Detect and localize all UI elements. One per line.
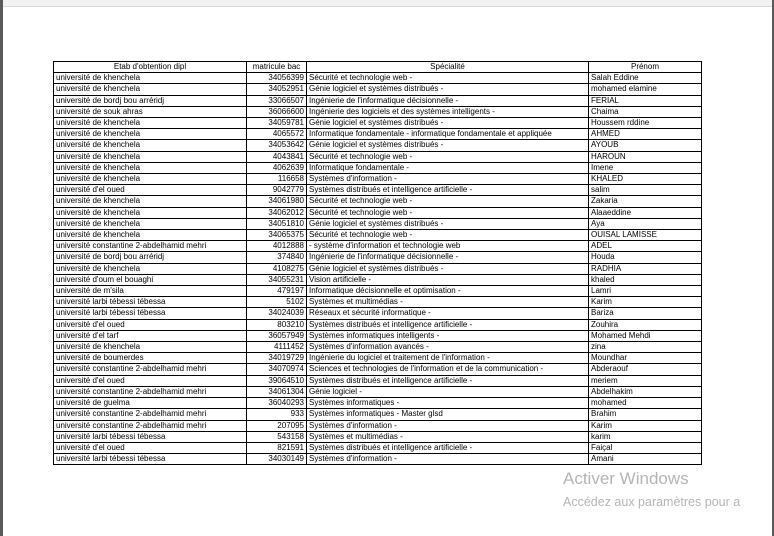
table-row bbox=[54, 106, 702, 117]
cell-etab: université d'el oued bbox=[54, 375, 247, 386]
cell-etab: université d'el tarf bbox=[54, 330, 247, 341]
cell-matricule: 34024039 bbox=[247, 308, 307, 319]
cell-prenom: Moundhar bbox=[589, 353, 702, 364]
cell-etab: université de khenchela bbox=[54, 263, 247, 274]
cell-matricule: 933 bbox=[247, 409, 307, 420]
cell-specialite: Sécurité et technologie web - bbox=[307, 230, 589, 241]
cell-etab: université constantine 2-abdelhamid mehri bbox=[54, 409, 247, 420]
cell-specialite: Informatique fondamentale - bbox=[307, 162, 589, 173]
cell-etab: université de khenchela bbox=[54, 129, 247, 140]
cell-etab: université de khenchela bbox=[54, 162, 247, 173]
cell-matricule: 34051810 bbox=[247, 218, 307, 229]
cell-etab: université constantine 2-abdelhamid mehri bbox=[54, 386, 247, 397]
cell-etab: université constantine 2-abdelhamid mehri bbox=[54, 241, 247, 252]
cell-prenom: RADHIA bbox=[589, 263, 702, 274]
cell-etab: université larbi tébessi tébessa bbox=[54, 431, 247, 442]
table-row bbox=[54, 218, 702, 229]
cell-matricule: 4108275 bbox=[247, 263, 307, 274]
cell-specialite: Génie logiciel et systèmes distribués - bbox=[307, 263, 589, 274]
cell-matricule: 9042779 bbox=[247, 185, 307, 196]
cell-specialite: Systèmes d'information - bbox=[307, 420, 589, 431]
cell-prenom: Abderaouf bbox=[589, 364, 702, 375]
cell-prenom: FERIAL bbox=[589, 95, 702, 106]
cell-matricule: 5102 bbox=[247, 297, 307, 308]
cell-matricule: 34059781 bbox=[247, 118, 307, 129]
cell-prenom: Karim bbox=[589, 420, 702, 431]
table-row bbox=[54, 353, 702, 364]
cell-specialite: Sécurité et technologie web - bbox=[307, 151, 589, 162]
cell-prenom: ADEL bbox=[589, 241, 702, 252]
cell-prenom: mohamed bbox=[589, 398, 702, 409]
cell-matricule: 36040293 bbox=[247, 398, 307, 409]
cell-matricule: 4065572 bbox=[247, 129, 307, 140]
cell-prenom: Amani bbox=[589, 454, 702, 465]
table-row bbox=[54, 286, 702, 297]
cell-matricule: 821591 bbox=[247, 442, 307, 453]
table-row bbox=[54, 151, 702, 162]
cell-prenom: Karim bbox=[589, 297, 702, 308]
cell-matricule: 543158 bbox=[247, 431, 307, 442]
cell-prenom: Imene bbox=[589, 162, 702, 173]
cell-specialite: Réseaux et sécurité informatique - bbox=[307, 308, 589, 319]
cell-specialite: Vision artificielle - bbox=[307, 274, 589, 285]
cell-matricule: 803210 bbox=[247, 319, 307, 330]
cell-matricule: 34065375 bbox=[247, 230, 307, 241]
cell-specialite: Génie logiciel et systèmes distribués - bbox=[307, 218, 589, 229]
cell-specialite: Systèmes d'information - bbox=[307, 454, 589, 465]
column-header-specialite: Spécialité bbox=[307, 62, 589, 73]
cell-specialite: Génie logiciel et systèmes distribués - bbox=[307, 84, 589, 95]
cell-prenom: mohamed elamine bbox=[589, 84, 702, 95]
table-row bbox=[54, 308, 702, 319]
cell-specialite: Sciences et technologies de l'information et de la communication - bbox=[307, 364, 589, 375]
window-top-edge bbox=[0, 0, 774, 7]
table-row bbox=[54, 442, 702, 453]
cell-specialite: Informatique fondamentale - informatique fondamentale et appliquée bbox=[307, 129, 589, 140]
cell-etab: université de khenchela bbox=[54, 118, 247, 129]
cell-specialite: Systèmes et multimédias - bbox=[307, 297, 589, 308]
cell-specialite: Sécurité et technologie web - bbox=[307, 207, 589, 218]
cell-etab: université de khenchela bbox=[54, 151, 247, 162]
cell-matricule: 34019729 bbox=[247, 353, 307, 364]
table-row bbox=[54, 185, 702, 196]
cell-etab: université de m'sila bbox=[54, 286, 247, 297]
cell-prenom: Abdelhakim bbox=[589, 386, 702, 397]
column-header-matricule: matricule bac bbox=[247, 62, 307, 73]
cell-etab: université d'el oued bbox=[54, 442, 247, 453]
table-row bbox=[54, 174, 702, 185]
cell-prenom: salim bbox=[589, 185, 702, 196]
cell-prenom: karim bbox=[589, 431, 702, 442]
cell-matricule: 34056399 bbox=[247, 73, 307, 84]
cell-etab: université d'oum el bouaghi bbox=[54, 274, 247, 285]
cell-specialite: Génie logiciel - bbox=[307, 386, 589, 397]
table-row bbox=[54, 375, 702, 386]
cell-etab: université de khenchela bbox=[54, 196, 247, 207]
column-header-prenom: Prénom bbox=[589, 62, 702, 73]
cell-matricule: 374840 bbox=[247, 252, 307, 263]
table-body bbox=[54, 73, 702, 465]
table-row bbox=[54, 342, 702, 353]
table-row bbox=[54, 297, 702, 308]
cell-etab: université larbi tébessi tébessa bbox=[54, 308, 247, 319]
cell-matricule: 34061980 bbox=[247, 196, 307, 207]
cell-prenom: Zakaria bbox=[589, 196, 702, 207]
cell-etab: université constantine 2-abdelhamid mehri bbox=[54, 364, 247, 375]
cell-specialite: Systèmes d'information avancés - bbox=[307, 342, 589, 353]
cell-prenom: zina bbox=[589, 342, 702, 353]
cell-etab: université constantine 2-abdelhamid mehri bbox=[54, 420, 247, 431]
cell-matricule: 39064510 bbox=[247, 375, 307, 386]
cell-matricule: 207095 bbox=[247, 420, 307, 431]
cell-etab: université de souk ahras bbox=[54, 106, 247, 117]
cell-matricule: 4012888 bbox=[247, 241, 307, 252]
cell-prenom: Brahim bbox=[589, 409, 702, 420]
table-row bbox=[54, 129, 702, 140]
cell-prenom: Houssem rddine bbox=[589, 118, 702, 129]
cell-etab: université de khenchela bbox=[54, 73, 247, 84]
student-table bbox=[53, 61, 702, 465]
table-row bbox=[54, 140, 702, 151]
table-row bbox=[54, 263, 702, 274]
cell-specialite: Ingénierie de l'informatique décisionnelle - bbox=[307, 95, 589, 106]
cell-prenom: Aya bbox=[589, 218, 702, 229]
cell-etab: université d'el oued bbox=[54, 185, 247, 196]
table-row bbox=[54, 118, 702, 129]
cell-matricule: 34052951 bbox=[247, 84, 307, 95]
table-row bbox=[54, 420, 702, 431]
column-header-etab: Etab d'obtention dipl bbox=[54, 62, 247, 73]
table-row bbox=[54, 319, 702, 330]
cell-matricule: 479197 bbox=[247, 286, 307, 297]
cell-matricule: 36057949 bbox=[247, 330, 307, 341]
cell-specialite: Systèmes d'information - bbox=[307, 174, 589, 185]
table-row bbox=[54, 230, 702, 241]
cell-etab: université de boumerdes bbox=[54, 353, 247, 364]
cell-prenom: meriem bbox=[589, 375, 702, 386]
cell-prenom: HAROUN bbox=[589, 151, 702, 162]
table-row bbox=[54, 95, 702, 106]
cell-matricule: 36066600 bbox=[247, 106, 307, 117]
cell-matricule: 34070974 bbox=[247, 364, 307, 375]
table-row bbox=[54, 241, 702, 252]
cell-specialite: Génie logiciel et systèmes distribués - bbox=[307, 118, 589, 129]
cell-specialite: Systèmes et multimédias - bbox=[307, 431, 589, 442]
cell-etab: université de khenchela bbox=[54, 84, 247, 95]
cell-etab: université larbi tébessi tébessa bbox=[54, 454, 247, 465]
cell-prenom: OUISAL LAMISSE bbox=[589, 230, 702, 241]
cell-matricule: 116658 bbox=[247, 174, 307, 185]
table-row bbox=[54, 330, 702, 341]
cell-matricule: 33066507 bbox=[247, 95, 307, 106]
cell-prenom: Salah Eddine bbox=[589, 73, 702, 84]
cell-prenom: Zouhira bbox=[589, 319, 702, 330]
cell-prenom: KHALED bbox=[589, 174, 702, 185]
cell-etab: université de khenchela bbox=[54, 140, 247, 151]
cell-specialite: Ingénierie de l'informatique décisionnelle - bbox=[307, 252, 589, 263]
cell-etab: université de khenchela bbox=[54, 218, 247, 229]
cell-specialite: Systèmes distribués et intelligence artificielle - bbox=[307, 442, 589, 453]
table-row bbox=[54, 409, 702, 420]
cell-etab: université d'el oued bbox=[54, 319, 247, 330]
cell-prenom: AYOUB bbox=[589, 140, 702, 151]
cell-specialite: Ingénierie du logiciel et traitement de l'information - bbox=[307, 353, 589, 364]
cell-specialite: Systèmes informatiques intelligents - bbox=[307, 330, 589, 341]
cell-etab: université de khenchela bbox=[54, 342, 247, 353]
cell-etab: université de khenchela bbox=[54, 174, 247, 185]
table-row bbox=[54, 431, 702, 442]
cell-specialite: Sécurité et technologie web - bbox=[307, 196, 589, 207]
cell-specialite: Ingénierie des logiciels et des systèmes intelligents - bbox=[307, 106, 589, 117]
cell-etab: université de guelma bbox=[54, 398, 247, 409]
cell-prenom: Mohamed Mehdi bbox=[589, 330, 702, 341]
cell-prenom: Bariza bbox=[589, 308, 702, 319]
cell-prenom: Lamri bbox=[589, 286, 702, 297]
activate-windows-subtitle: Accédez aux paramètres pour a bbox=[563, 495, 741, 509]
cell-etab: université de bordj bou arréridj bbox=[54, 95, 247, 106]
window-left-border bbox=[0, 0, 3, 536]
cell-matricule: 34061304 bbox=[247, 386, 307, 397]
cell-matricule: 34055231 bbox=[247, 274, 307, 285]
table-row bbox=[54, 274, 702, 285]
cell-specialite: Systèmes distribués et intelligence artificielle - bbox=[307, 375, 589, 386]
activate-windows-title: Activer Windows bbox=[563, 469, 689, 488]
cell-prenom: Faiçal bbox=[589, 442, 702, 453]
cell-prenom: AHMED bbox=[589, 129, 702, 140]
cell-specialite: Sécurité et technologie web - bbox=[307, 73, 589, 84]
cell-specialite: Systèmes distribués et intelligence artificielle - bbox=[307, 185, 589, 196]
table-row bbox=[54, 364, 702, 375]
cell-matricule: 4043841 bbox=[247, 151, 307, 162]
table-row bbox=[54, 207, 702, 218]
table-row bbox=[54, 196, 702, 207]
table-header-row bbox=[54, 62, 702, 73]
cell-specialite: Systèmes informatiques - Master glsd bbox=[307, 409, 589, 420]
table-row bbox=[54, 73, 702, 84]
cell-specialite: Informatique décisionnelle et optimisation - bbox=[307, 286, 589, 297]
cell-specialite: - système d'information et technologie web bbox=[307, 241, 589, 252]
cell-prenom: Chaima bbox=[589, 106, 702, 117]
table-row bbox=[54, 162, 702, 173]
cell-matricule: 34062012 bbox=[247, 207, 307, 218]
table-row bbox=[54, 398, 702, 409]
cell-matricule: 34030149 bbox=[247, 454, 307, 465]
cell-specialite: Génie logiciel et systèmes distribués - bbox=[307, 140, 589, 151]
cell-matricule: 4062639 bbox=[247, 162, 307, 173]
cell-prenom: khaled bbox=[589, 274, 702, 285]
cell-prenom: Alaaeddine bbox=[589, 207, 702, 218]
cell-specialite: Systèmes informatiques - bbox=[307, 398, 589, 409]
cell-etab: université larbi tébessi tébessa bbox=[54, 297, 247, 308]
cell-etab: université de bordj bou arréridj bbox=[54, 252, 247, 263]
table-row bbox=[54, 252, 702, 263]
table-row bbox=[54, 386, 702, 397]
cell-etab: université de khenchela bbox=[54, 207, 247, 218]
cell-matricule: 34053642 bbox=[247, 140, 307, 151]
cell-etab: université de khenchela bbox=[54, 230, 247, 241]
table-row bbox=[54, 84, 702, 95]
table-row bbox=[54, 454, 702, 465]
cell-matricule: 4111452 bbox=[247, 342, 307, 353]
cell-prenom: Houda bbox=[589, 252, 702, 263]
cell-specialite: Systèmes distribués et intelligence artificielle - bbox=[307, 319, 589, 330]
